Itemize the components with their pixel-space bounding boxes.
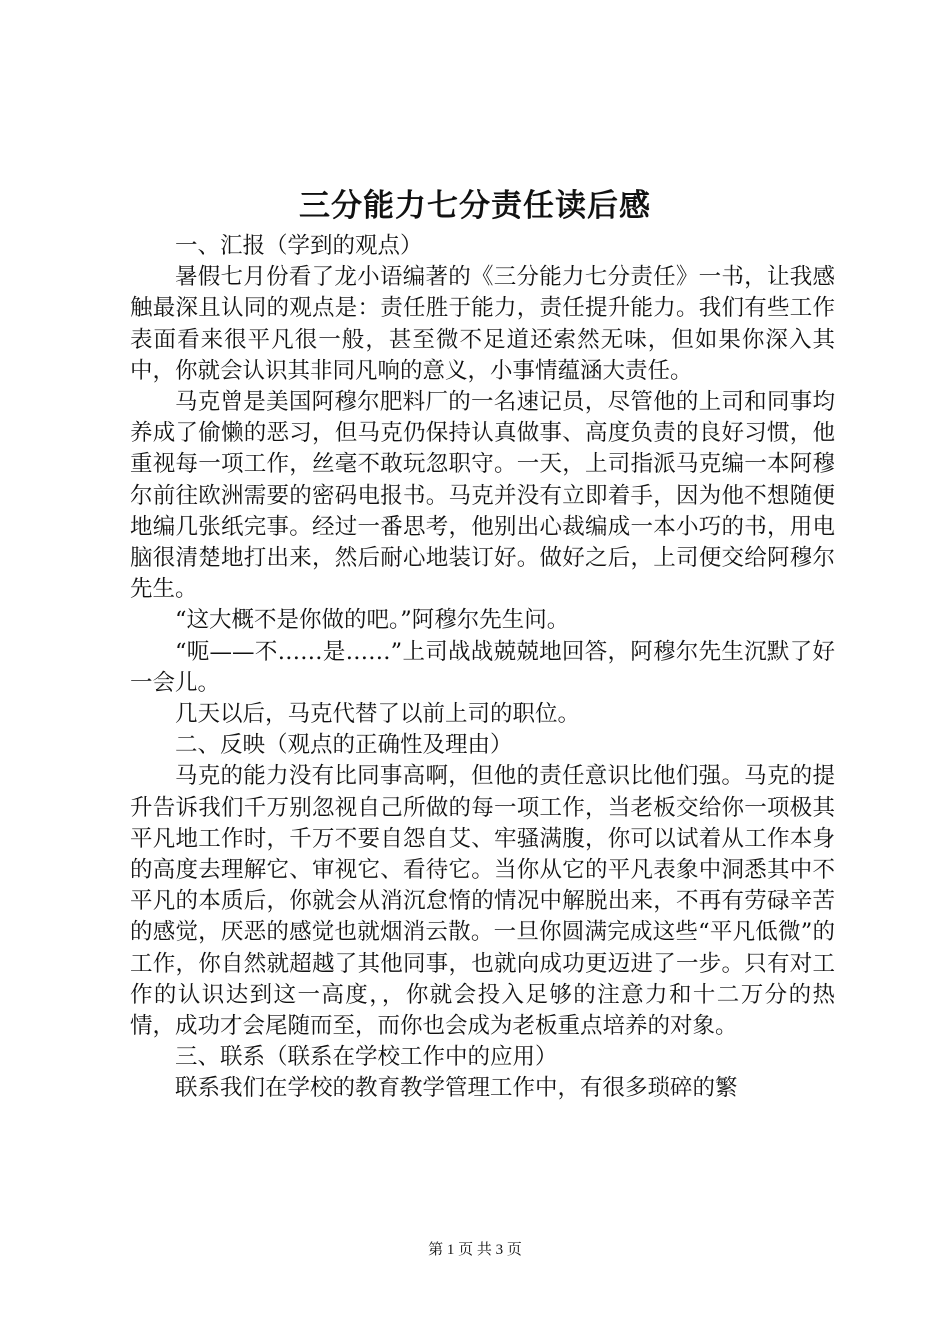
document-title: 三分能力七分责任读后感 bbox=[299, 188, 651, 224]
paragraph: 暑假七月份看了龙小语编著的《三分能力七分责任》一书，让我感触最深且认同的观点是：责任胜于能力，责任提升能力。我们有些工作表面看来很平凡很一般，甚至微不足道还索然无味，但如果你深入其中，你就会认识其非同凡响的意义，小事情蕴涵大责任。 bbox=[130, 264, 835, 384]
heading-connection: 三、联系（联系在学校工作中的应用） bbox=[175, 1044, 558, 1071]
paragraph: 马克的能力没有比同事高啊，但他的责任意识比他们强。马克的提升告诉我们千万别忽视自己所做的每一项工作，当老板交给你一项极其平凡地工作时，千万不要自怨自艾、牢骚满腹，你可以试着从工作本身的高度去理解它、审视它、看待它。当你从它的平凡表象中洞悉其中不平凡的本质后，你就会从消沉怠惰的情况中解脱出来，不再有劳碌辛苦的感觉，厌恶的感觉也就烟消云散。一旦你圆满完成这些“平凡低微”的工作，你自然就超越了其他同事，也就向成功更迈进了一步。只有对工作的认识达到这一高度，，你就会投入足够的注意力和十二万分的热情，成功才会尾随而至，而你也会成为老板重点培养的对象。 bbox=[130, 763, 835, 1040]
document-body bbox=[130, 231, 835, 1105]
paragraph: “呃——不……是……”上司战战兢兢地回答，阿穆尔先生沉默了好一会儿。 bbox=[130, 638, 835, 696]
paragraph: “这大概不是你做的吧。”阿穆尔先生问。 bbox=[175, 607, 570, 634]
paragraph: 联系我们在学校的教育教学管理工作中，有很多琐碎的繁 bbox=[175, 1075, 738, 1102]
heading-reflection: 二、反映（观点的正确性及理由） bbox=[175, 732, 513, 759]
paragraph: 马克曾是美国阿穆尔肥料厂的一名速记员，尽管他的上司和同事均养成了偷懒的恶习，但马克仍保持认真做事、高度负责的良好习惯，他重视每一项工作，丝毫不敢玩忽职守。一天，上司指派马克编一本阿穆尔前往欧洲需要的密码电报书。马克并没有立即着手，因为他不想随便地编几张纸完事。经过一番思考，他别出心裁编成一本小巧的书，用电脑很清楚地打出来，然后耐心地装订好。做好之后，上司便交给阿穆尔先生。 bbox=[130, 389, 835, 603]
page-footer: 第 1 页 共 3 页 bbox=[428, 1242, 522, 1258]
paragraph: 几天以后，马克代替了以前上司的职位。 bbox=[175, 701, 581, 728]
heading-report: 一、汇报（学到的观点） bbox=[175, 233, 423, 259]
